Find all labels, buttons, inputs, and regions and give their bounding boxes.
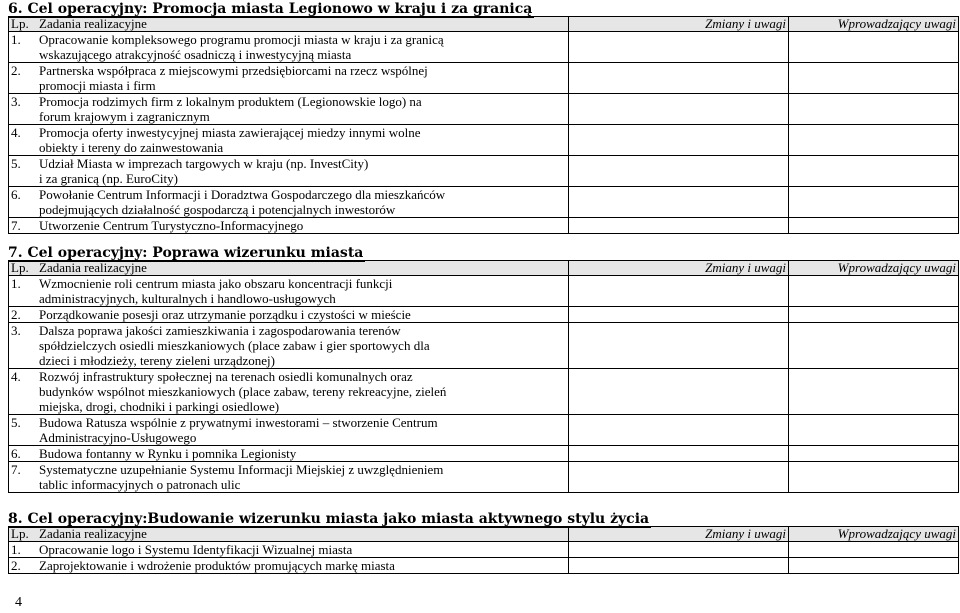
task-cell — [9, 369, 569, 415]
task-text: Promocja oferty inwestycyjnej miasta zawierającej miedzy innymi wolne — [39, 125, 421, 140]
task-text: Porządkowanie posesji oraz utrzymanie porządku i czystości w mieście — [39, 307, 411, 322]
task-line-first — [11, 558, 566, 573]
task-line-first — [11, 446, 566, 461]
lead-cell[interactable] — [789, 218, 959, 234]
table-row — [9, 446, 959, 462]
task-cell — [9, 323, 569, 369]
task-text: Powołanie Centrum Informacji i Doradztwa Gospodarczego dla mieszkańców — [39, 187, 446, 202]
lead-cell[interactable] — [789, 558, 959, 574]
task-line-continuation: forum krajowym i zagranicznym — [39, 109, 210, 124]
row-number: 3. — [11, 323, 21, 338]
task-text: Budowa Ratusza wspólnie z prywatnymi inwestorami – stworzenie Centrum — [39, 415, 438, 430]
row-number: 3. — [11, 94, 21, 109]
lead-cell[interactable] — [789, 542, 959, 558]
table-row — [9, 218, 959, 234]
task-line-continuation: i za granicą (np. EuroCity) — [39, 171, 178, 186]
changes-cell[interactable] — [569, 156, 789, 187]
section-8-title: 8. Cel operacyjny:Budowanie wizerunku miasta jako miasta aktywnego stylu życia — [8, 511, 650, 527]
table-header — [9, 527, 959, 542]
task-cell — [9, 125, 569, 156]
row-number: 6. — [11, 187, 21, 202]
lead-cell[interactable] — [789, 156, 959, 187]
row-number: 1. — [11, 32, 21, 47]
task-line-continuation: spółdzielczych osiedli mieszkaniowych (place zabaw i gier sportowych dla — [39, 338, 430, 353]
row-number: 1. — [11, 276, 21, 291]
header-task: Lp. Zadania realizacyjne — [9, 527, 569, 542]
table-header — [9, 17, 959, 32]
task-text: Zaprojektowanie i wdrożenie produktów promujących markę miasta — [39, 558, 395, 573]
lead-cell[interactable] — [789, 32, 959, 63]
changes-cell[interactable] — [569, 218, 789, 234]
changes-cell[interactable] — [569, 446, 789, 462]
task-text: Wzmocnienie roli centrum miasta jako obszaru koncentracji funkcji — [39, 276, 393, 291]
changes-cell[interactable] — [569, 558, 789, 574]
task-text: Systematyczne uzupełnianie Systemu Informacji Miejskiej z uwzględnieniem — [39, 462, 444, 477]
section-6-title: 6. Cel operacyjny: Promocja miasta Legionowo w kraju i za granicą — [8, 1, 533, 17]
row-number: 7. — [11, 218, 21, 233]
task-line-first — [11, 156, 566, 171]
header-task: Lp. Zadania realizacyjne — [9, 261, 569, 276]
changes-cell[interactable] — [569, 307, 789, 323]
changes-cell[interactable] — [569, 323, 789, 369]
task-cell — [9, 218, 569, 234]
task-line-continuation: promocji miasta i firm — [39, 78, 156, 93]
lead-cell[interactable] — [789, 369, 959, 415]
row-number: 6. — [11, 446, 21, 461]
task-line-first — [11, 218, 566, 233]
table-header — [9, 261, 959, 276]
table-row — [9, 558, 959, 574]
lead-cell[interactable] — [789, 307, 959, 323]
task-line-first — [11, 276, 566, 291]
lead-cell[interactable] — [789, 415, 959, 446]
lead-cell[interactable] — [789, 187, 959, 218]
table-row — [9, 156, 959, 187]
task-cell — [9, 542, 569, 558]
task-line-first — [11, 63, 566, 78]
task-cell — [9, 446, 569, 462]
task-line-continuation: miejska, drogi, chodniki i parkingi osiedlowe) — [39, 399, 280, 414]
task-cell — [9, 94, 569, 125]
table-row — [9, 94, 959, 125]
table-row — [9, 307, 959, 323]
lead-cell[interactable] — [789, 276, 959, 307]
row-number: 2. — [11, 63, 21, 78]
section-6 — [8, 0, 958, 234]
task-line-continuation: administracyjnych, kulturalnych i handlowo-usługowych — [39, 291, 336, 306]
task-line-first — [11, 415, 566, 430]
header-changes: Zmiany i uwagi — [569, 17, 789, 32]
lead-cell[interactable] — [789, 446, 959, 462]
page-number: 4 — [15, 595, 22, 610]
header-changes: Zmiany i uwagi — [569, 261, 789, 276]
changes-cell[interactable] — [569, 32, 789, 63]
row-number: 5. — [11, 415, 21, 430]
changes-cell[interactable] — [569, 276, 789, 307]
task-text: Opracowanie logo i Systemu Identyfikacji Wizualnej miasta — [39, 542, 353, 557]
section-7-table — [8, 260, 959, 493]
table-row — [9, 542, 959, 558]
section-7 — [8, 244, 958, 493]
table-row — [9, 462, 959, 493]
row-number: 4. — [11, 369, 21, 384]
task-cell — [9, 32, 569, 63]
row-number: 5. — [11, 156, 21, 171]
task-text: Opracowanie kompleksowego programu promocji miasta w kraju i za granicą — [39, 32, 444, 47]
lead-cell[interactable] — [789, 94, 959, 125]
task-cell — [9, 63, 569, 94]
task-text: Udział Miasta w imprezach targowych w kraju (np. InvestCity) — [39, 156, 369, 171]
task-line-first — [11, 369, 566, 384]
changes-cell[interactable] — [569, 462, 789, 493]
row-number: 4. — [11, 125, 21, 140]
header-changes: Zmiany i uwagi — [569, 527, 789, 542]
task-line-continuation: wskazującego atrakcyjność osadniczą i inwestycyjną miasta — [39, 47, 352, 62]
task-line-first — [11, 307, 566, 322]
task-text: Rozwój infrastruktury społecznej na terenach osiedli komunalnych oraz — [39, 369, 413, 384]
task-line-continuation: obiekty i tereny do zainwestowania — [39, 140, 224, 155]
task-cell — [9, 307, 569, 323]
row-number: 2. — [11, 307, 21, 322]
section-6-rows — [9, 32, 959, 234]
section-7-rows — [9, 276, 959, 493]
task-cell — [9, 558, 569, 574]
lead-cell[interactable] — [789, 323, 959, 369]
task-line-continuation: tablic informacyjnych o patronach ulic — [39, 477, 241, 492]
table-row — [9, 187, 959, 218]
changes-cell[interactable] — [569, 415, 789, 446]
section-8-table — [8, 526, 959, 574]
task-text: Partnerska współpraca z miejscowymi przedsiębiorcami na rzecz wspólnej — [39, 63, 428, 78]
task-line-first — [11, 32, 566, 47]
changes-cell[interactable] — [569, 125, 789, 156]
row-number: 2. — [11, 558, 21, 573]
changes-cell[interactable] — [569, 542, 789, 558]
section-8 — [8, 510, 958, 574]
task-line-first — [11, 187, 566, 202]
lead-cell[interactable] — [789, 462, 959, 493]
table-row — [9, 323, 959, 369]
lead-cell[interactable] — [789, 63, 959, 94]
table-row — [9, 369, 959, 415]
task-cell — [9, 156, 569, 187]
task-line-continuation: podejmujących działalność gospodarczą i potencjalnych inwestorów — [39, 202, 396, 217]
table-row — [9, 125, 959, 156]
row-number: 1. — [11, 542, 21, 557]
section-7-title: 7. Cel operacyjny: Poprawa wizerunku miasta — [8, 245, 364, 261]
task-line-first — [11, 462, 566, 477]
changes-cell[interactable] — [569, 369, 789, 415]
task-cell — [9, 415, 569, 446]
task-line-first — [11, 542, 566, 557]
task-text: Utworzenie Centrum Turystyczno-Informacyjnego — [39, 218, 304, 233]
changes-cell[interactable] — [569, 63, 789, 94]
task-cell — [9, 276, 569, 307]
task-line-first — [11, 125, 566, 140]
section-8-rows — [9, 542, 959, 574]
changes-cell[interactable] — [569, 94, 789, 125]
task-text: Budowa fontanny w Rynku i pomnika Legionisty — [39, 446, 297, 461]
table-row — [9, 415, 959, 446]
table-row — [9, 63, 959, 94]
task-cell — [9, 187, 569, 218]
table-row — [9, 276, 959, 307]
header-lead: Wprowadzający uwagi — [789, 261, 959, 276]
section-6-table — [8, 16, 959, 234]
header-task: Lp. Zadania realizacyjne — [9, 17, 569, 32]
header-lead: Wprowadzający uwagi — [789, 17, 959, 32]
task-text: Dalsza poprawa jakości zamieszkiwania i zagospodarowania terenów — [39, 323, 401, 338]
task-line-first — [11, 323, 566, 338]
table-row — [9, 32, 959, 63]
task-line-continuation: budynków wspólnot mieszkaniowych (place zabaw, tereny rekreacyjne, zieleń — [39, 384, 447, 399]
changes-cell[interactable] — [569, 187, 789, 218]
header-lead: Wprowadzający uwagi — [789, 527, 959, 542]
task-line-continuation: Administracyjno-Usługowego — [39, 430, 197, 445]
task-text: Promocja rodzimych firm z lokalnym produktem (Legionowskie logo) na — [39, 94, 422, 109]
task-line-first — [11, 94, 566, 109]
row-number: 7. — [11, 462, 21, 477]
lead-cell[interactable] — [789, 125, 959, 156]
task-line-continuation: dzieci i młodzieży, tereny zieleni urządzonej) — [39, 353, 275, 368]
task-cell — [9, 462, 569, 493]
